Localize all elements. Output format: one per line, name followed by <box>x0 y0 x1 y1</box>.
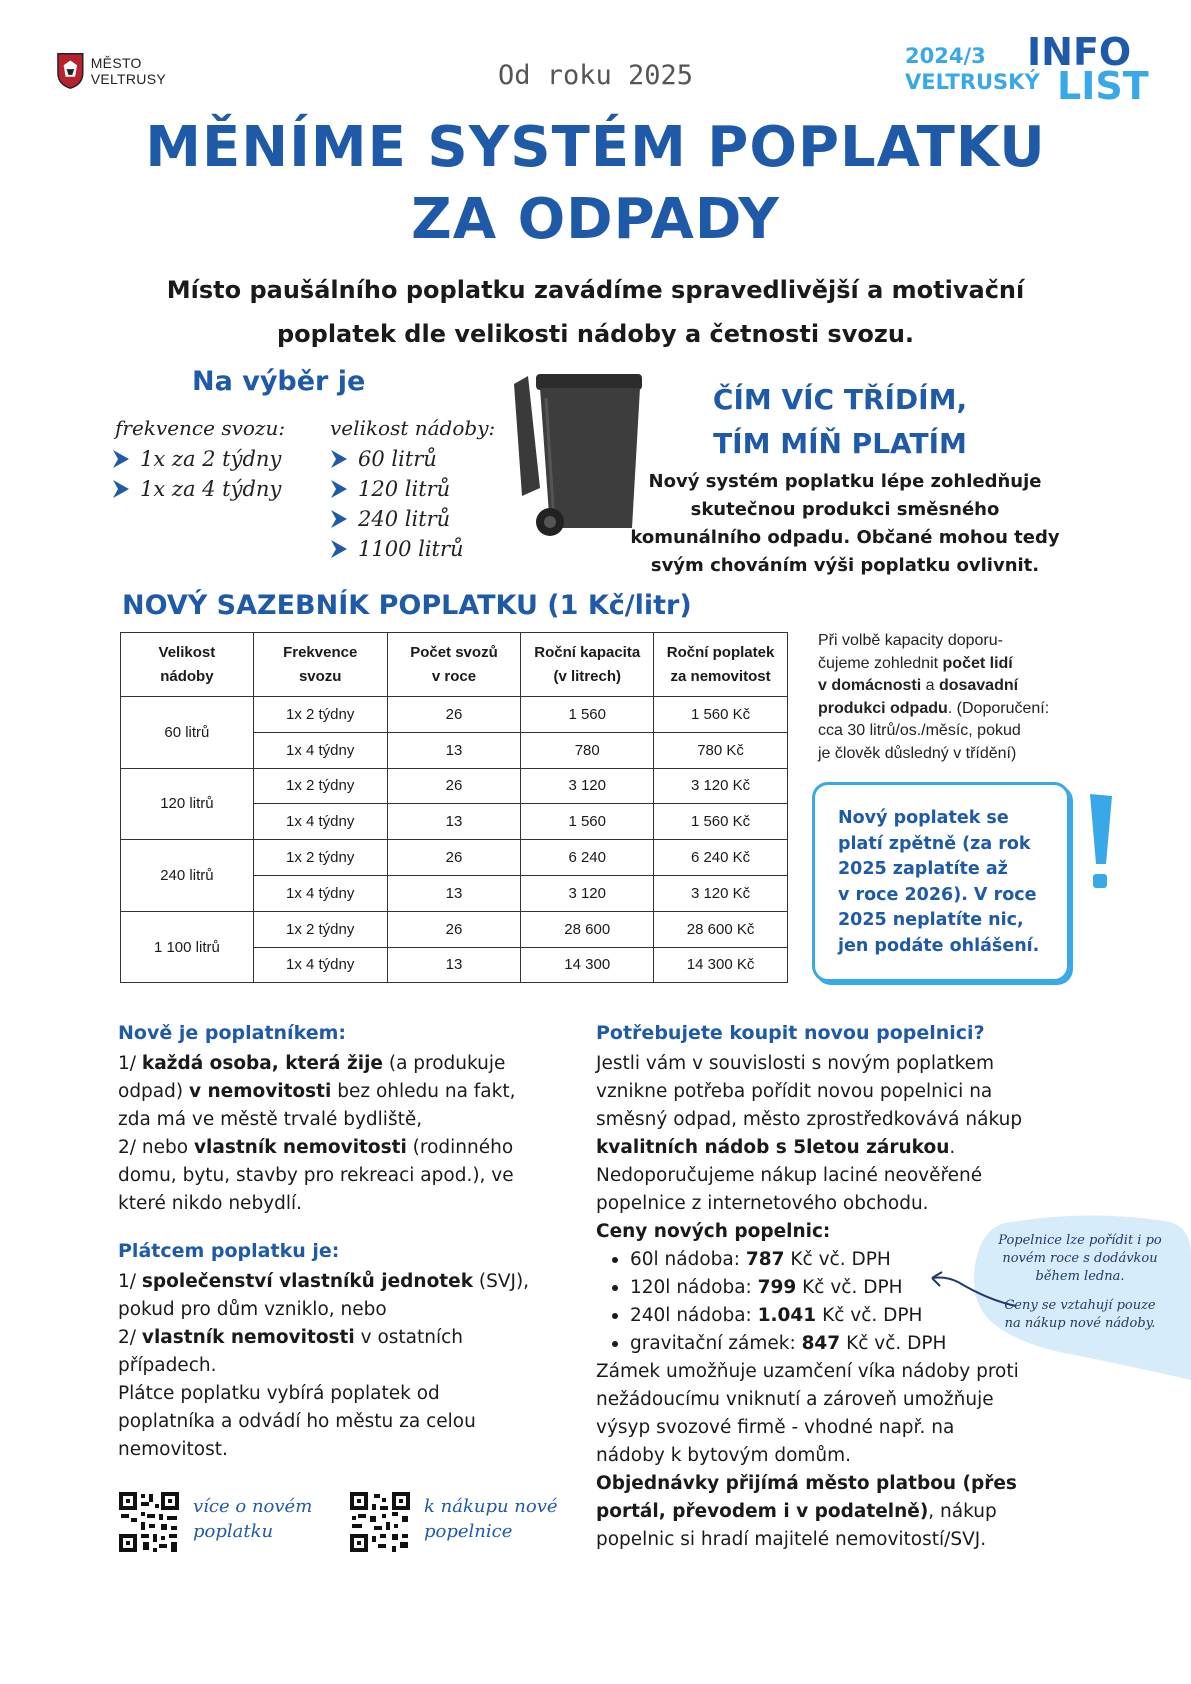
frequency-cell: 1x 2 týdny <box>253 768 387 804</box>
table-row <box>121 768 788 804</box>
callout-line: v roce 2026). V roce <box>838 884 1037 905</box>
text: 2/ nebo <box>118 1137 194 1158</box>
chevron-right-icon <box>112 449 130 469</box>
size-options <box>330 444 464 564</box>
size-cell: 240 litrů <box>121 840 254 912</box>
note-line: Ceny se vztahují pouze <box>1004 1298 1156 1313</box>
qr-caption-line: více o novém <box>193 1496 313 1517</box>
price-suffix: Kč vč. DPH <box>840 1333 947 1354</box>
callout-text <box>838 806 1058 959</box>
frequency-option-label: 1x za 2 týdny <box>140 447 282 471</box>
note-line: Popelnice lze pořídit i po <box>998 1233 1162 1248</box>
body-line <box>118 1324 578 1352</box>
header-text: Roční kapacita <box>534 643 641 661</box>
table-row <box>121 840 788 876</box>
size-heading: velikost nádoby: <box>330 416 496 440</box>
bold-text: v nemovitosti <box>188 1081 332 1102</box>
price-value: 1.041 <box>757 1305 817 1326</box>
bold-text: Objednávky přijímá město platbou (přes <box>596 1473 1017 1494</box>
body-line <box>596 1134 1096 1162</box>
price-item <box>612 1330 946 1358</box>
slogan-text-line: komunálního odpadu. Občané mohou tedy <box>630 527 1060 548</box>
capacity-cell: 1 560 <box>521 804 654 840</box>
body-line: vznikne potřeba pořídit novou popelnici na <box>596 1081 993 1102</box>
bold-text: vlastník nemovitosti <box>141 1327 355 1348</box>
table-row <box>121 697 788 733</box>
body-line: nežádoucímu vniknutí a zároveň umožňuje <box>596 1389 994 1410</box>
text: , nákup <box>928 1501 997 1522</box>
fee-cell: 780 Kč <box>654 732 788 768</box>
side-note-delivery <box>985 1232 1175 1286</box>
frequency-heading: frekvence svozu: <box>115 416 286 440</box>
price-item <box>612 1246 946 1274</box>
intro-line1: Místo paušálního poplatku zavádíme spravedlivější a motivační <box>166 276 1025 304</box>
size-option-label: 240 litrů <box>358 507 451 531</box>
body-line: domu, bytu, stavby pro rekreaci apod.), ve <box>118 1165 514 1186</box>
column-header-count <box>387 633 521 697</box>
side-note-prices <box>990 1297 1170 1333</box>
text: bez ohledu na fakt, <box>331 1081 516 1102</box>
slogan-line2: TÍM MÍŇ PLATÍM <box>713 427 967 460</box>
collector-heading: Plátcem poplatku je: <box>118 1240 340 1262</box>
header-text: Velikost <box>158 643 216 661</box>
exclamation-icon <box>1084 790 1116 900</box>
size-option <box>330 444 464 474</box>
size-option-label: 60 litrů <box>358 447 437 471</box>
price-suffix: Kč vč. DPH <box>784 1249 891 1270</box>
intro-line2: poplatek dle velikosti nádoby a četnosti svozu. <box>276 320 915 348</box>
body-line: nemovitost. <box>118 1439 228 1460</box>
count-cell: 13 <box>387 732 521 768</box>
capacity-cell: 780 <box>521 732 654 768</box>
qr-code-icon[interactable] <box>348 1490 412 1554</box>
collector-text <box>118 1268 578 1464</box>
recommendation-bold: v domácnosti <box>818 677 922 694</box>
price-label: gravitační zámek: <box>630 1333 802 1354</box>
body-line: Nedoporučujeme nákup laciné neověřené <box>596 1165 983 1186</box>
size-cell: 1 100 litrů <box>121 911 254 983</box>
table-row <box>121 911 788 947</box>
callout-line: Nový poplatek se <box>838 808 1009 828</box>
body-line <box>596 1498 1116 1526</box>
chevron-right-icon <box>330 509 348 529</box>
size-option <box>330 474 464 504</box>
slogan-description <box>625 468 1065 580</box>
qr-code-icon[interactable] <box>117 1490 181 1554</box>
text: (SVJ), <box>473 1271 530 1292</box>
body-line <box>118 1268 578 1296</box>
header-text: v roce <box>431 667 477 685</box>
body-line: zda má ve městě trvalé bydliště, <box>118 1109 423 1130</box>
recommendation-text: . (Doporučení: <box>947 699 1050 717</box>
body-line: Jestli vám v souvislosti s novým poplatkem <box>596 1053 995 1074</box>
count-cell: 13 <box>387 947 521 983</box>
capacity-cell: 14 300 <box>521 947 654 983</box>
fee-cell: 1 560 Kč <box>654 697 788 733</box>
qr-caption-line: popelnice <box>424 1521 513 1542</box>
recommendation-line: je člověk důsledný v třídění) <box>818 744 1017 762</box>
column-header-size <box>121 633 254 697</box>
slogan-text-line: skutečnou produkci směsného <box>690 499 1000 520</box>
text: (a produkuje <box>382 1053 506 1074</box>
capacity-cell: 3 120 <box>521 768 654 804</box>
body-line <box>596 1470 1116 1498</box>
intro-text <box>0 268 1191 356</box>
frequency-options <box>112 444 281 504</box>
fee-table <box>120 632 788 983</box>
capacity-cell: 1 560 <box>521 697 654 733</box>
qr-caption-fee <box>193 1494 312 1544</box>
recommendation-text: čujeme zohlednit <box>818 654 943 672</box>
capacity-recommendation <box>818 630 1108 765</box>
count-cell: 26 <box>387 697 521 733</box>
column-header-frequency <box>253 633 387 697</box>
recommendation-line: cca 30 litrů/os./měsíc, pokud <box>818 722 1021 739</box>
lock-and-order-text <box>596 1358 1116 1554</box>
bullet <box>612 1341 618 1347</box>
body-line <box>118 1134 578 1162</box>
slogan <box>630 378 1050 466</box>
bullet <box>612 1285 618 1291</box>
frequency-cell: 1x 4 týdny <box>253 732 387 768</box>
size-cell: 120 litrů <box>121 768 254 840</box>
fee-table-title: NOVÝ SAZEBNÍK POPLATKU (1 Kč/litr) <box>122 590 692 621</box>
header-text: svozu <box>298 667 342 685</box>
column-header-fee <box>654 633 788 697</box>
qr-caption-bin <box>424 1494 558 1544</box>
qr-caption-line: k nákupu nové <box>424 1496 558 1517</box>
price-label: 60l nádoba: <box>630 1249 746 1270</box>
recommendation-line <box>818 653 1108 676</box>
recommendation-text: a <box>921 677 939 694</box>
price-text <box>630 1330 946 1358</box>
bold-text: vlastník nemovitosti <box>193 1137 407 1158</box>
body-line: popelnice z internetového obchodu. <box>596 1193 929 1214</box>
body-line: výsyp svozové firmě - vhodné např. na <box>596 1417 955 1438</box>
capacity-cell: 6 240 <box>521 840 654 876</box>
fee-cell: 14 300 Kč <box>654 947 788 983</box>
body-line: nádoby k bytovým domům. <box>596 1445 852 1466</box>
bullet <box>612 1257 618 1263</box>
size-cell: 60 litrů <box>121 697 254 769</box>
town-name-line1: MĚSTO <box>90 55 142 71</box>
payer-heading: Nově je poplatníkem: <box>118 1022 346 1044</box>
page-subtitle: Od roku 2025 <box>497 60 694 91</box>
recommendation-bold: dosavadní <box>938 677 1019 694</box>
count-cell: 26 <box>387 840 521 876</box>
infolist-masthead <box>905 28 1160 108</box>
header-text: Roční poplatek <box>666 643 775 661</box>
price-label: 120l nádoba: <box>630 1277 758 1298</box>
frequency-option-label: 1x za 4 týdny <box>140 477 282 501</box>
header-text: (v litrech) <box>553 667 621 685</box>
title-line1: MĚNÍME SYSTÉM POPLATKU <box>145 115 1046 180</box>
purchase-heading: Potřebujete koupit novou popelnici? <box>596 1022 985 1044</box>
capacity-cell: 3 120 <box>521 875 654 911</box>
count-cell: 26 <box>387 768 521 804</box>
text: odpad) <box>118 1081 189 1102</box>
qr-caption-line: poplatku <box>193 1521 274 1542</box>
price-label: 240l nádoba: <box>630 1305 758 1326</box>
callout-line: jen podáte ohlášení. <box>838 935 1040 956</box>
price-text <box>630 1302 922 1330</box>
body-line: Plátce poplatku vybírá poplatek od <box>118 1383 440 1404</box>
body-line <box>118 1050 578 1078</box>
count-cell: 26 <box>387 911 521 947</box>
price-value: 799 <box>757 1277 797 1298</box>
header-text: Počet svozů <box>410 643 498 661</box>
text: 1/ <box>118 1271 142 1292</box>
body-line: Zámek umožňuje uzamčení víka nádoby proti <box>596 1361 1019 1382</box>
slogan-text-line: Nový systém poplatku lépe zohledňuje <box>648 471 1042 492</box>
prices-heading: Ceny nových popelnic: <box>596 1221 831 1242</box>
issue-number: 2024/3 <box>905 44 986 68</box>
slogan-line1: ČÍM VÍC TŘÍDÍM, <box>712 383 968 416</box>
body-line: pokud pro dům vzniklo, nebo <box>118 1299 387 1320</box>
bold-text: kvalitních nádob s 5letou zárukou <box>596 1137 950 1158</box>
bullet <box>612 1313 618 1319</box>
count-cell: 13 <box>387 804 521 840</box>
text: (rodinného <box>406 1137 514 1158</box>
callout-line: 2025 neplatíte nic, <box>838 910 1024 930</box>
callout-line: platí zpětně (za rok <box>838 833 1031 854</box>
fee-cell: 28 600 Kč <box>654 911 788 947</box>
frequency-cell: 1x 2 týdny <box>253 840 387 876</box>
frequency-cell: 1x 4 týdny <box>253 947 387 983</box>
frequency-option <box>112 474 281 504</box>
bold-text: portál, převodem i v podatelně) <box>596 1501 929 1522</box>
size-option <box>330 504 464 534</box>
text: 2/ <box>118 1327 142 1348</box>
frequency-cell: 1x 2 týdny <box>253 911 387 947</box>
masthead-list: LIST <box>1057 64 1149 108</box>
frequency-cell: 1x 4 týdny <box>253 875 387 911</box>
price-suffix: Kč vč. DPH <box>816 1305 923 1326</box>
column-header-capacity <box>521 633 654 697</box>
capacity-cell: 28 600 <box>521 911 654 947</box>
body-line: poplatníka a odvádí ho městu za celou <box>118 1411 476 1432</box>
note-line: na nákup nové nádoby. <box>1004 1316 1156 1331</box>
frequency-option <box>112 444 281 474</box>
count-cell: 13 <box>387 875 521 911</box>
body-line: směsný odpad, město zprostředkovává nákup <box>596 1109 1023 1130</box>
frequency-cell: 1x 4 týdny <box>253 804 387 840</box>
payer-text <box>118 1050 578 1218</box>
header-text: za nemovitost <box>670 667 771 685</box>
body-line <box>118 1078 578 1106</box>
recommendation-line: Při volbě kapacity doporu- <box>818 632 1003 649</box>
choice-heading: Na výběr je <box>192 366 366 397</box>
price-item <box>612 1302 946 1330</box>
recommendation-bold: produkci odpadu <box>818 699 948 717</box>
fee-cell: 1 560 Kč <box>654 804 788 840</box>
title-line2: ZA ODPADY <box>411 187 780 252</box>
price-text <box>630 1246 891 1274</box>
text: v ostatních <box>354 1327 464 1348</box>
body-line: popelnic si hradí majitelé nemovitostí/SVJ. <box>596 1529 987 1550</box>
recommendation-bold: počet lidí <box>942 654 1013 672</box>
fee-cell: 3 120 Kč <box>654 768 788 804</box>
slogan-text-line: svým chováním výši poplatku ovlivnit. <box>650 555 1040 576</box>
note-line: novém roce s dodávkou <box>1002 1251 1158 1266</box>
price-suffix: Kč vč. DPH <box>796 1277 903 1298</box>
bold-text: každá osoba, která žije <box>141 1053 383 1074</box>
fee-cell: 3 120 Kč <box>654 875 788 911</box>
frequency-cell: 1x 2 týdny <box>253 697 387 733</box>
masthead-veltrusky: VELTRUSKÝ <box>905 70 1040 94</box>
size-option <box>330 534 464 564</box>
purchase-text <box>596 1050 1096 1218</box>
chevron-right-icon <box>330 449 348 469</box>
fee-cell: 6 240 Kč <box>654 840 788 876</box>
price-list <box>612 1246 946 1358</box>
table-header-row <box>121 633 788 697</box>
size-option-label: 120 litrů <box>358 477 451 501</box>
callout-line: 2025 zaplatíte až <box>838 859 1008 879</box>
bold-text: společenství vlastníků jednotek <box>141 1271 473 1292</box>
price-value: 847 <box>801 1333 841 1354</box>
price-item <box>612 1274 946 1302</box>
town-name-line2: VELTRUSY <box>90 71 166 87</box>
recommendation-line <box>818 698 1108 721</box>
page-title <box>0 112 1191 256</box>
chevron-right-icon <box>330 479 348 499</box>
chevron-right-icon <box>330 539 348 559</box>
header-text: Frekvence <box>283 643 358 661</box>
note-line: během ledna. <box>1035 1269 1125 1284</box>
price-text <box>630 1274 903 1302</box>
recommendation-line <box>818 675 1108 698</box>
body-line: které nikdo nebydlí. <box>118 1193 303 1214</box>
header-text: nádoby <box>160 667 214 685</box>
text: 1/ <box>118 1053 142 1074</box>
masthead-info: INFO <box>1027 30 1132 74</box>
chevron-right-icon <box>112 479 130 499</box>
price-value: 787 <box>745 1249 785 1270</box>
text: . <box>949 1137 956 1158</box>
size-option-label: 1100 litrů <box>358 537 464 561</box>
body-line: případech. <box>118 1355 217 1376</box>
